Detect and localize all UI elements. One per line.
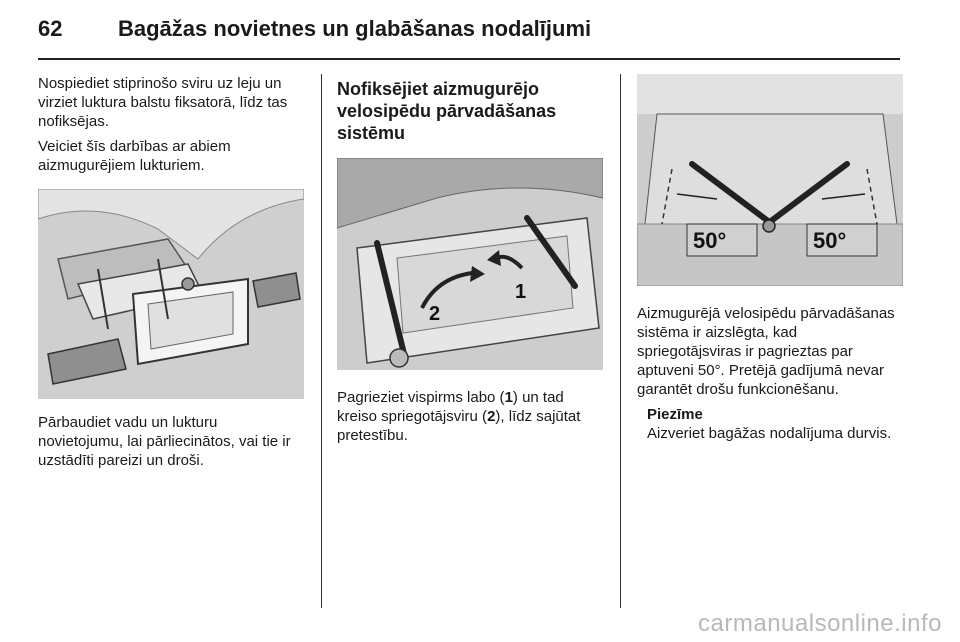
column-right <box>637 74 905 443</box>
page-title: Bagāžas novietnes un glabāšanas nodalījumi <box>118 16 592 41</box>
paragraph-system-locked: Aizmugurējā velosipēdu pārvadāšanas sistēma ir aizslēgta, kad spriegotājsviras ir pagrieztas par aptuveni 50°. Pretējā gadījumā nevar garantēt drošu funkcionēšanu. <box>637 305 895 398</box>
lever-angles-illustration <box>637 74 903 286</box>
note-title: Piezīme <box>647 406 703 423</box>
column-middle <box>337 74 605 451</box>
section-heading: Nofiksējiet aizmugurējo velosipēdu pārvadāšanas sistēmu <box>337 79 557 143</box>
column-divider-right <box>620 74 621 608</box>
header-rule <box>38 58 900 60</box>
callout-ref-2: 2 <box>487 408 496 425</box>
lamp-bracket-illustration <box>38 189 304 399</box>
paragraph-press-lever: Nospiediet stiprinošo sviru uz leju un virziet luktura balstu fiksatorā, līdz tas nofiksējas. <box>38 75 288 130</box>
figure-tension-levers <box>337 158 603 370</box>
paragraph-turn-levers: Pagrieziet vispirms labo (1) un tad kreiso spriegotājsviru (2), līdz sajūtat pretestību. <box>337 389 581 444</box>
page-header <box>0 0 960 62</box>
column-left <box>38 74 306 476</box>
watermark: carmanualsonline.info <box>698 610 942 637</box>
page-number: 62 <box>38 16 63 41</box>
paragraph-repeat-steps: Veiciet šīs darbības ar abiem aizmugurējiem lukturiem. <box>38 138 231 174</box>
callout-1: 1 <box>515 281 527 303</box>
note-box <box>637 405 905 443</box>
tension-levers-illustration <box>337 158 603 370</box>
figure-lamp-bracket <box>38 189 304 399</box>
callout-2: 2 <box>429 303 441 325</box>
column-divider-left <box>321 74 322 608</box>
note-text: Aizveriet bagāžas nodalījuma durvis. <box>647 425 892 442</box>
paragraph-check-wiring: Pārbaudiet vadu un lukturu novietojumu, lai pārliecinātos, vai tie ir uzstādīti pareizi un droši. <box>38 414 291 469</box>
figure-lever-angles <box>637 74 903 286</box>
angle-label-left: 50° <box>693 228 727 253</box>
callout-ref-1: 1 <box>504 389 513 406</box>
angle-label-right: 50° <box>813 228 847 253</box>
